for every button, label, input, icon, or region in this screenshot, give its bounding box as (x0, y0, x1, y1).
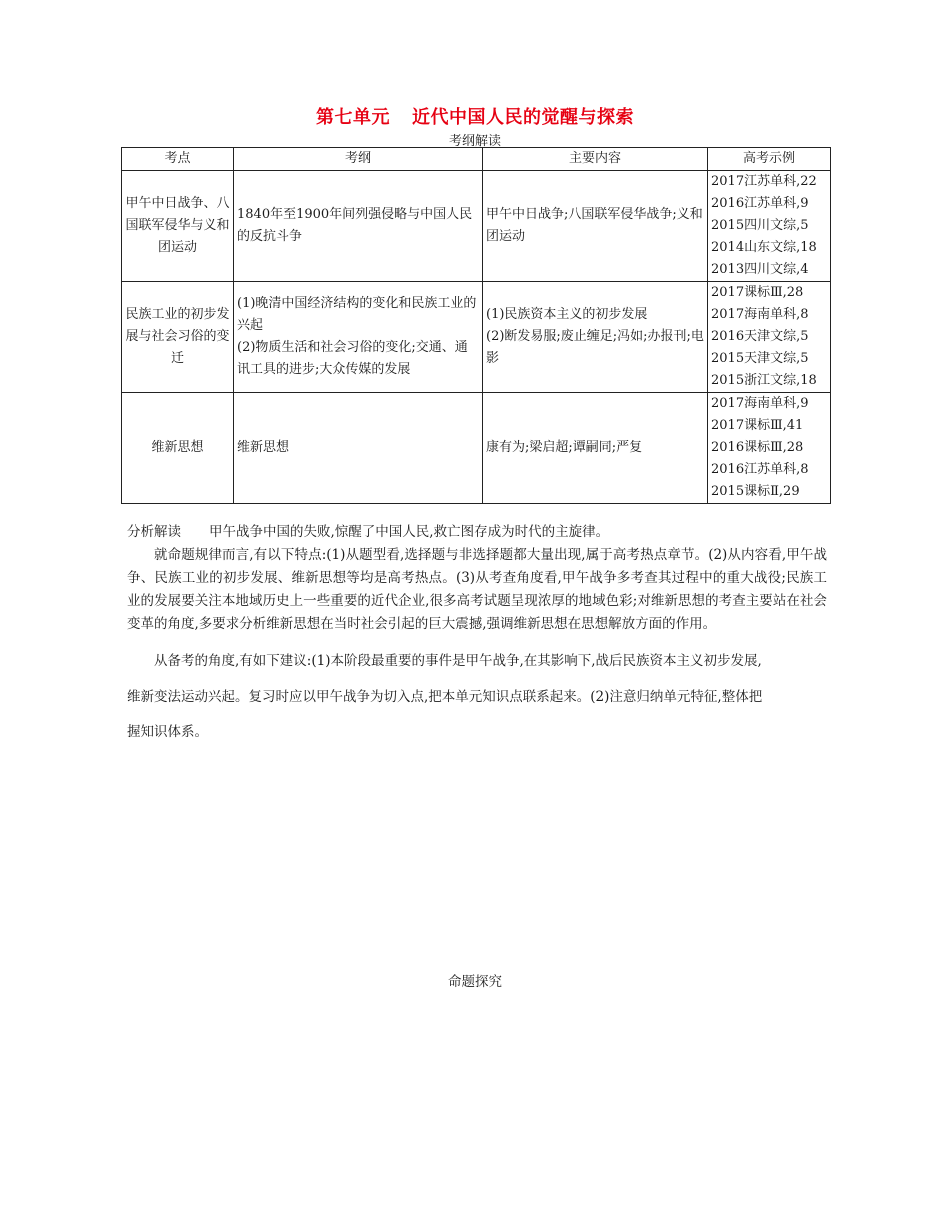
analysis-paragraph: 就命题规律而言,有以下特点:(1)从题型看,选择题与非选择题都大量出现,属于高考热点章节。(2)从内容看,甲午战争、民族工业的初步发展、维新思想等均是高考热点。(3)从考查角度看,甲午战争多考查其过程中的重大战役;民族工业的发展要关注本地域历史上一些重要的近代企业,很多高考试题呈现浓厚的地域色彩;对维新思想的考查主要站在社会变革的角度,多要求分析维新思想在当时社会引起的巨大震撼,强调维新思想在思想解放方面的作用。 (127, 547, 827, 632)
example-item: 2017课标Ⅲ,28 (711, 285, 804, 300)
table-header-row (122, 148, 831, 171)
example-item: 2015课标Ⅱ,29 (711, 484, 800, 499)
outline-line: (1)晚清中国经济结构的变化和民族工业的兴起 (237, 296, 477, 333)
cell-content: 康有为;梁启超;谭嗣同;严复 (483, 393, 708, 504)
cell-point: 维新思想 (122, 393, 234, 504)
table-row (122, 171, 831, 282)
analysis-label: 分析解读 (127, 524, 181, 540)
content-line: (1)民族资本主义的初步发展 (486, 307, 648, 322)
example-item: 2017江苏单科,22 (711, 174, 817, 189)
example-item: 2015四川文综,5 (711, 218, 809, 233)
cell-outline (234, 282, 483, 393)
outline-line: (2)物质生活和社会习俗的变化;交通、通讯工具的进步;大众传媒的发展 (237, 340, 468, 377)
cell-outline: 维新思想 (234, 393, 483, 504)
advice-line-2: 维新变法运动兴起。复习时应以甲午战争为切入点,把本单元知识点联系起来。(2)注意归纳单元特征,整体把 (127, 689, 763, 705)
cell-content (483, 282, 708, 393)
example-item: 2016天津文综,5 (711, 329, 809, 344)
cell-examples (708, 393, 831, 504)
cell-examples (708, 171, 831, 282)
example-item: 2015天津文综,5 (711, 351, 809, 366)
advice-line-1: 从备考的角度,有如下建议:(1)本阶段最重要的事件是甲午战争,在其影响下,战后民族资本主义初步发展, (154, 653, 762, 669)
cell-point: 民族工业的初步发展与社会习俗的变迁 (122, 282, 234, 393)
table-row (122, 282, 831, 393)
header-point: 考点 (122, 148, 234, 171)
example-item: 2016江苏单科,8 (711, 462, 809, 477)
example-item: 2013四川文综,4 (711, 262, 809, 277)
section-heading: 命题探究 (448, 974, 502, 990)
unit-number: 第七单元 (316, 107, 390, 128)
analysis-lead-text: 甲午战争中国的失败,惊醒了中国人民,救亡图存成为时代的主旋律。 (209, 524, 610, 540)
header-examples: 高考示例 (708, 148, 831, 171)
example-item: 2016江苏单科,9 (711, 196, 809, 211)
table-row (122, 393, 831, 504)
cell-outline: 1840年至1900年间列强侵略与中国人民的反抗斗争 (234, 171, 483, 282)
example-item: 2014山东文综,18 (711, 240, 817, 255)
advice-line-3: 握知识体系。 (127, 724, 208, 740)
header-content: 主要内容 (483, 148, 708, 171)
content-line: (2)断发易服;废止缠足;冯如;办报刊;电影 (486, 329, 704, 366)
cell-content: 甲午中日战争;八国联军侵华战争;义和团运动 (483, 171, 708, 282)
example-item: 2017海南单科,9 (711, 396, 809, 411)
example-item: 2017海南单科,8 (711, 307, 809, 322)
header-outline: 考纲 (234, 148, 483, 171)
cell-examples (708, 282, 831, 393)
cell-point: 甲午中日战争、八国联军侵华与义和团运动 (122, 171, 234, 282)
example-item: 2017课标Ⅲ,41 (711, 418, 804, 433)
syllabus-heading: 考纲解读 (448, 134, 501, 149)
unit-name: 近代中国人民的觉醒与探索 (412, 107, 634, 128)
unit-title (0, 103, 950, 129)
analysis-lead (127, 521, 827, 544)
example-item: 2015浙江文综,18 (711, 373, 817, 388)
example-item: 2016课标Ⅲ,28 (711, 440, 804, 455)
syllabus-table (121, 147, 831, 504)
